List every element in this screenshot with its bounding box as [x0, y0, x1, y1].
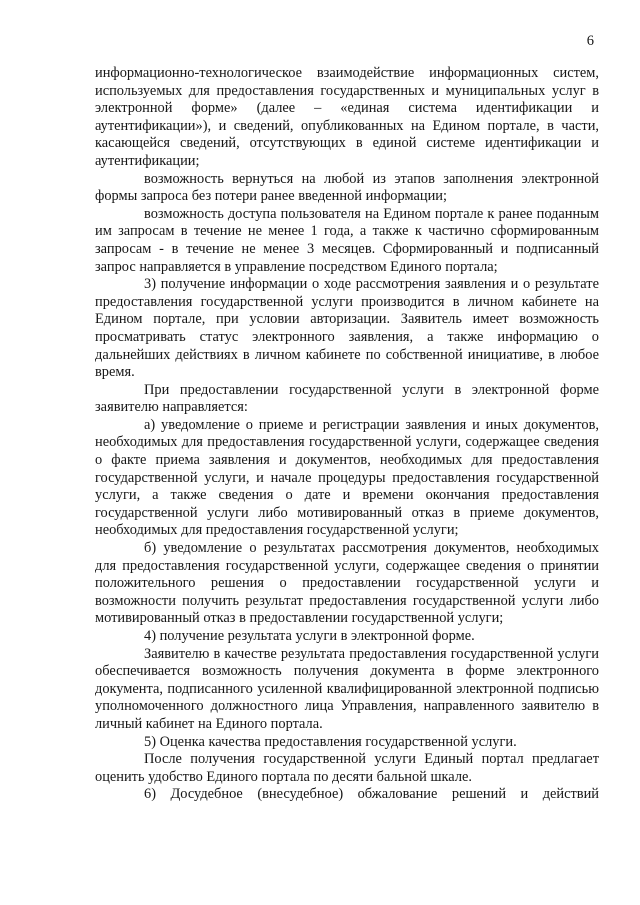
document-body — [95, 65, 599, 804]
paragraph-access-to-requests: возможность доступа пользователя на Едином портале к ранее поданным им запросам в течение не менее 1 года, а также к частично сформированным запросам - в течение не менее 3 месяцев. Сформированный и подписанный запрос направляется в управление посредством Единого портала; — [95, 205, 599, 275]
paragraph-esia-continuation: информационно-технологическое взаимодействие информационных систем, используемых для предоставления государственных и муниципальных услуг в электронной форме» (далее – «единая система идентификации и аутентификации»), и сведений, опубликованных на Едином портале, в части, касающейся сведений, отсутствующих в единой системе идентификации и аутентификации; — [95, 65, 599, 169]
page-number: 6 — [586, 33, 594, 49]
paragraph-result-document: Заявителю в качестве результата предоставления государственной услуги обеспечивается возможность получения документа в форме электронного документа, подписанного усиленной квалифицированной электронной подписью уполномоченного должностного лица Управления, направленного заявителю в личный кабинет на Единого портала. — [95, 645, 599, 732]
paragraph-item-5-quality-rating: 5) Оценка качества предоставления государственной услуги. — [144, 733, 517, 750]
paragraph-item-a-receipt-notice: а) уведомление о приеме и регистрации заявления и иных документов, необходимых для предоставления государственной услуги, содержащее сведения о факте приема заявления и документов, необходимых для предоставления государственной услуги, и начале процедуры предоставления государственной услуги, а также сведения о дате и времени окончания предоставления государственной услуги либо мотивированный отказ в приеме документов, необходимых для предоставления государственной услуги; — [95, 416, 599, 539]
paragraph-item-b-result-notice: б) уведомление о результатах рассмотрения документов, необходимых для предоставления государственной услуги, содержащее сведения о принятии положительного решения о предоставлении государственной услуги и возможности получить результат предоставления государственной услуги либо мотивированный отказ в предоставлении государственной услуги; — [95, 540, 599, 627]
paragraph-item-6-appeal: 6) Досудебное (внесудебное) обжалование решений и действий — [144, 786, 599, 803]
paragraph-portal-rating-scale: После получения государственной услуги Единый портал предлагает оценить удобство Единого портала по десяти бальной шкале. — [95, 751, 599, 785]
paragraph-item-4-result-electronic: 4) получение результата услуги в электронной форме. — [144, 628, 475, 644]
paragraph-return-to-step: возможность вернуться на любой из этапов заполнения электронной формы запроса без потери ранее введенной информации; — [95, 170, 599, 205]
paragraph-item-3-status-info: 3) получение информации о ходе рассмотрения заявления и о результате предоставления государственной услуги производится в личном кабинете на Едином портале, при условии авторизации. Заявитель имеет возможность просматривать статус электронного заявления, а также информацию о дальнейших действиях в личном кабинете по собственной инициативе, в любое время. — [95, 276, 599, 381]
paragraph-notifications-intro: При предоставлении государственной услуги в электронной форме заявителю направляется: — [95, 381, 599, 416]
